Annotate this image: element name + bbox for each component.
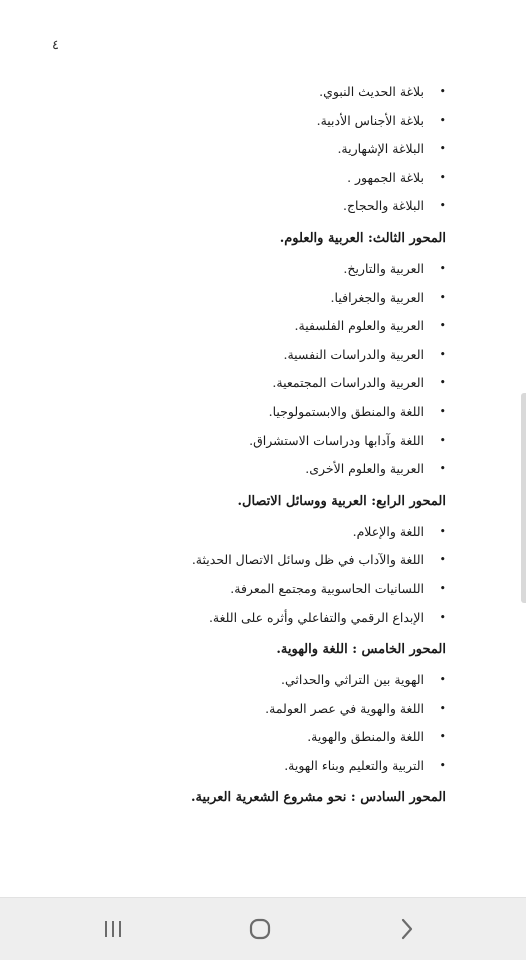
- bullet: •: [439, 199, 446, 213]
- list-item: • اللغة والمنطق والهوية.: [26, 723, 446, 752]
- bullet: •: [439, 673, 446, 687]
- list-item: • العربية والعلوم الأخرى.: [26, 455, 446, 484]
- scroll-indicator[interactable]: [521, 393, 526, 603]
- recents-button[interactable]: [91, 912, 135, 946]
- page-number: ٤: [52, 38, 59, 53]
- bullet: •: [439, 730, 446, 744]
- list-item: • الهوية بين التراثي والحداثي.: [26, 666, 446, 695]
- list-item: • العربية والعلوم الفلسفية.: [26, 312, 446, 341]
- home-icon: [248, 917, 272, 941]
- bullet: •: [439, 347, 446, 361]
- axis6-section: [26, 788, 446, 808]
- home-button[interactable]: [238, 912, 282, 946]
- list-item: • العربية والجغرافيا.: [26, 284, 446, 313]
- list-item: • بلاغة الحديث النبوي.: [26, 78, 446, 107]
- bullet: •: [439, 376, 446, 390]
- bullet: •: [439, 261, 446, 275]
- bullet: •: [439, 404, 446, 418]
- list-item: • اللغة والإعلام.: [26, 518, 446, 547]
- list-item: • اللغة والمنطق والابستمولوجيا.: [26, 398, 446, 427]
- section-heading: المحور السادس : نحو مشروع الشعرية العربية.: [191, 790, 446, 806]
- android-navigation-bar: [0, 897, 526, 960]
- document-body: [26, 78, 446, 814]
- list-item: • اللغة والآداب في ظل وسائل الاتصال الحديثة.: [26, 546, 446, 575]
- bullet: •: [439, 758, 446, 772]
- bullet: •: [439, 581, 446, 595]
- bullet: •: [439, 553, 446, 567]
- bullet: •: [439, 290, 446, 304]
- bullet: •: [439, 170, 446, 184]
- axis5-list: [26, 666, 446, 780]
- section-heading: المحور الخامس : اللغة والهوية.: [276, 642, 446, 658]
- list-item: • بلاغة الأجناس الأدبية.: [26, 107, 446, 136]
- list-item: • الإبداع الرقمي والتفاعلي وأثره على اللغة.: [26, 604, 446, 633]
- list-item: • البلاغة الإشهارية.: [26, 135, 446, 164]
- back-button[interactable]: [385, 912, 429, 946]
- list-item: • اللسانيات الحاسوبية ومجتمع المعرفة.: [26, 575, 446, 604]
- bullet: •: [439, 524, 446, 538]
- list-item: • اللغة وآدابها ودراسات الاستشراق.: [26, 427, 446, 456]
- list-item: • التربية والتعليم وبناء الهوية.: [26, 752, 446, 781]
- intro-list: [26, 78, 446, 221]
- list-item: • البلاغة والحجاج.: [26, 192, 446, 221]
- section-heading: المحور الرابع: العربية ووسائل الاتصال.: [237, 493, 446, 509]
- bullet: •: [439, 142, 446, 156]
- intro-section: [26, 78, 446, 221]
- axis5-section: [26, 640, 446, 780]
- list-item: • العربية والدراسات النفسية.: [26, 341, 446, 370]
- bullet: •: [439, 85, 446, 98]
- section-heading: المحور الثالث: العربية والعلوم.: [279, 230, 446, 246]
- back-icon: [398, 918, 416, 940]
- bullet: •: [439, 701, 446, 715]
- bullet: •: [439, 319, 446, 333]
- axis3-list: [26, 255, 446, 484]
- recents-icon: [102, 920, 124, 938]
- axis4-list: [26, 518, 446, 632]
- list-item: • اللغة والهوية في عصر العولمة.: [26, 695, 446, 724]
- bullet: •: [439, 433, 446, 447]
- list-item: • بلاغة الجمهور .: [26, 164, 446, 193]
- axis4-section: [26, 492, 446, 632]
- list-item: • العربية والدراسات المجتمعية.: [26, 369, 446, 398]
- axis3-section: [26, 229, 446, 484]
- bullet: •: [439, 462, 446, 476]
- bullet: •: [439, 113, 446, 127]
- list-item: • العربية والتاريخ.: [26, 255, 446, 284]
- bullet: •: [439, 610, 446, 624]
